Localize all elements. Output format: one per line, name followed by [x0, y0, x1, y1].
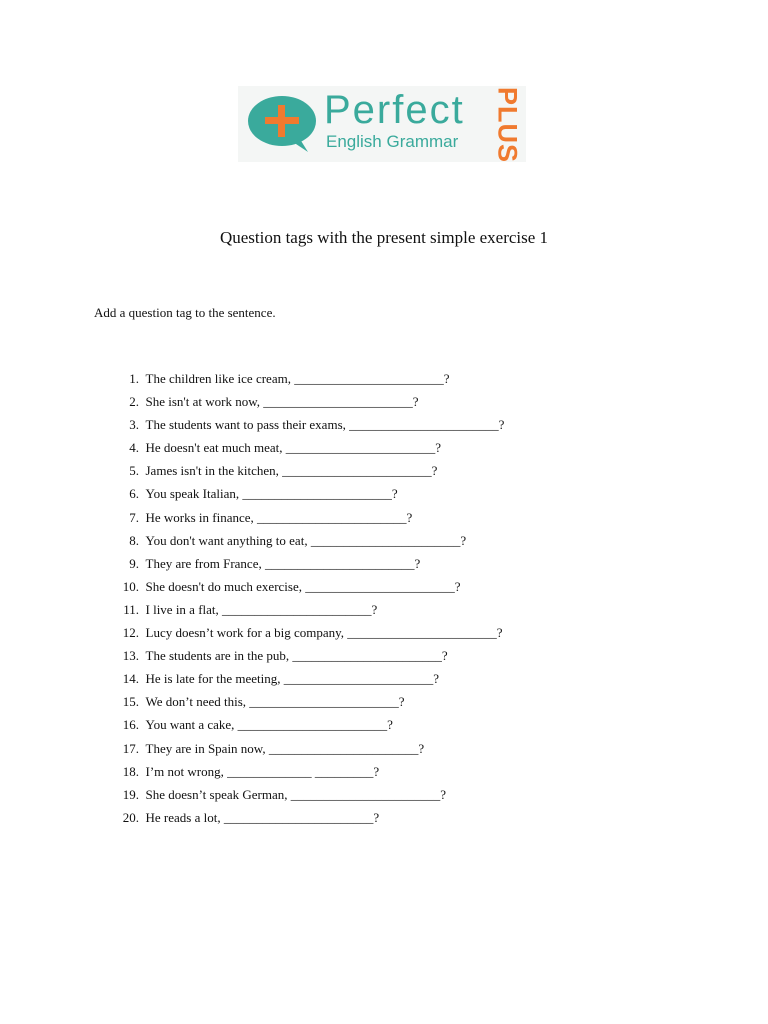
- exercise-number: 12.: [122, 625, 139, 641]
- exercise-sentence: He works in finance, _______________________?: [145, 509, 413, 525]
- exercise-sentence: You don't want anything to eat, _______________________?: [145, 532, 467, 548]
- exercise-sentence: She isn't at work now, _______________________?: [145, 394, 419, 410]
- exercise-item: [108, 577, 504, 600]
- exercise-sentence: We don’t need this, _______________________?: [145, 694, 405, 710]
- exercise-sentence: The children like ice cream, _______________________?: [145, 371, 450, 386]
- brand-plus-text: PLUS: [492, 86, 523, 164]
- exercise-number: 2.: [129, 394, 139, 410]
- exercise-item: [108, 461, 504, 484]
- exercise-item: [108, 438, 504, 461]
- page-title: Question tags with the present simple exercise 1: [219, 228, 549, 247]
- exercise-sentence: They are in Spain now, _______________________?: [145, 740, 425, 756]
- exercise-item: [108, 531, 504, 554]
- exercise-number: 18.: [122, 763, 139, 779]
- exercise-sentence: She doesn’t speak German, _______________________?: [145, 786, 447, 802]
- exercise-number: 17.: [122, 740, 139, 756]
- exercise-item: [108, 600, 504, 623]
- exercise-number: 10.: [122, 578, 139, 594]
- exercise-item: [108, 415, 504, 438]
- exercise-item: [108, 785, 504, 808]
- exercise-number: 6.: [129, 486, 139, 502]
- exercise-sentence: He reads a lot, _______________________?: [145, 809, 380, 825]
- plus-speech-bubble-icon: [246, 94, 318, 154]
- exercise-item: [108, 508, 504, 531]
- brand-logo: [238, 86, 526, 162]
- exercise-number: 15.: [122, 694, 139, 710]
- exercise-item: [108, 623, 504, 646]
- exercise-sentence: The students want to pass their exams, _______________________?: [145, 417, 505, 433]
- instruction-text: Add a question tag to the sentence.: [94, 305, 276, 320]
- exercise-sentence: He is late for the meeting, _______________________?: [145, 671, 440, 687]
- exercise-item: [108, 646, 504, 669]
- exercise-sentence: Lucy doesn’t work for a big company, _______________________?: [145, 625, 503, 641]
- exercise-sentence: James isn't in the kitchen, _______________________?: [145, 463, 438, 479]
- exercise-item: [108, 808, 504, 831]
- exercise-number: 20.: [122, 809, 139, 825]
- brand-plus-label: [492, 86, 523, 164]
- exercise-sentence: They are from France, _______________________?: [145, 555, 421, 571]
- exercise-number: 4.: [129, 440, 139, 456]
- exercise-sentence: You speak Italian, _______________________?: [145, 486, 398, 502]
- exercise-sentence: He doesn't eat much meat, _______________________?: [145, 440, 442, 456]
- exercise-number: 13.: [122, 648, 139, 664]
- exercise-item: [108, 484, 504, 507]
- exercise-list: [108, 369, 504, 831]
- exercise-item: [108, 392, 504, 415]
- exercise-number: 19.: [122, 786, 139, 802]
- exercise-number: 1.: [129, 371, 139, 386]
- exercise-sentence: I live in a flat, _______________________?: [145, 601, 378, 617]
- exercise-sentence: She doesn't do much exercise, _______________________?: [145, 578, 461, 594]
- exercise-item: [108, 739, 504, 762]
- brand-subtitle: English Grammar: [326, 132, 459, 151]
- exercise-number: 7.: [129, 509, 139, 525]
- exercise-number: 5.: [129, 463, 139, 479]
- exercise-item: [108, 369, 504, 392]
- exercise-item: [108, 715, 504, 738]
- exercise-sentence: The students are in the pub, _______________________?: [145, 648, 448, 664]
- exercise-sentence: I’m not wrong, _____________ _________?: [145, 763, 380, 779]
- exercise-item: [108, 669, 504, 692]
- exercise-number: 11.: [123, 601, 139, 617]
- exercise-item: [108, 554, 504, 577]
- exercise-item: [108, 762, 504, 785]
- exercise-number: 8.: [129, 532, 139, 548]
- exercise-number: 9.: [129, 555, 139, 571]
- exercise-number: 16.: [122, 717, 139, 733]
- brand-name: Perfect: [324, 88, 465, 132]
- exercise-number: 3.: [129, 417, 139, 433]
- exercise-item: [108, 692, 504, 715]
- exercise-number: 14.: [122, 671, 139, 687]
- exercise-sentence: You want a cake, _______________________?: [145, 717, 393, 733]
